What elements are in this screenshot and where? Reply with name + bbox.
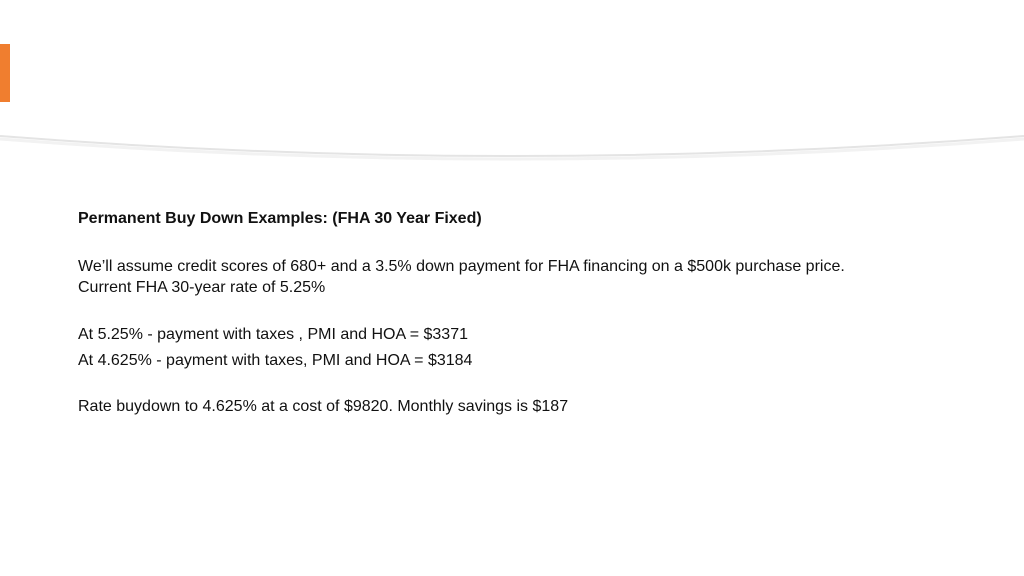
- intro-paragraph: We’ll assume credit scores of 680+ and a 3.5% down payment for FHA financing on a $500k purchase price. Current FHA 30-year rate of 5.25%: [78, 258, 845, 296]
- accent-bar: [0, 44, 10, 102]
- slide-heading: Permanent Buy Down Examples: (FHA 30 Year Fixed): [78, 210, 482, 227]
- payment-line-bought-down-rate: At 4.625% - payment with taxes, PMI and HOA = $3184: [78, 352, 473, 369]
- slide-content: [78, 208, 898, 417]
- buydown-summary: Rate buydown to 4.625% at a cost of $9820. Monthly savings is $187: [78, 398, 569, 415]
- header-curve-divider: [0, 118, 1024, 168]
- payment-line-current-rate: At 5.25% - payment with taxes , PMI and HOA = $3371: [78, 326, 468, 343]
